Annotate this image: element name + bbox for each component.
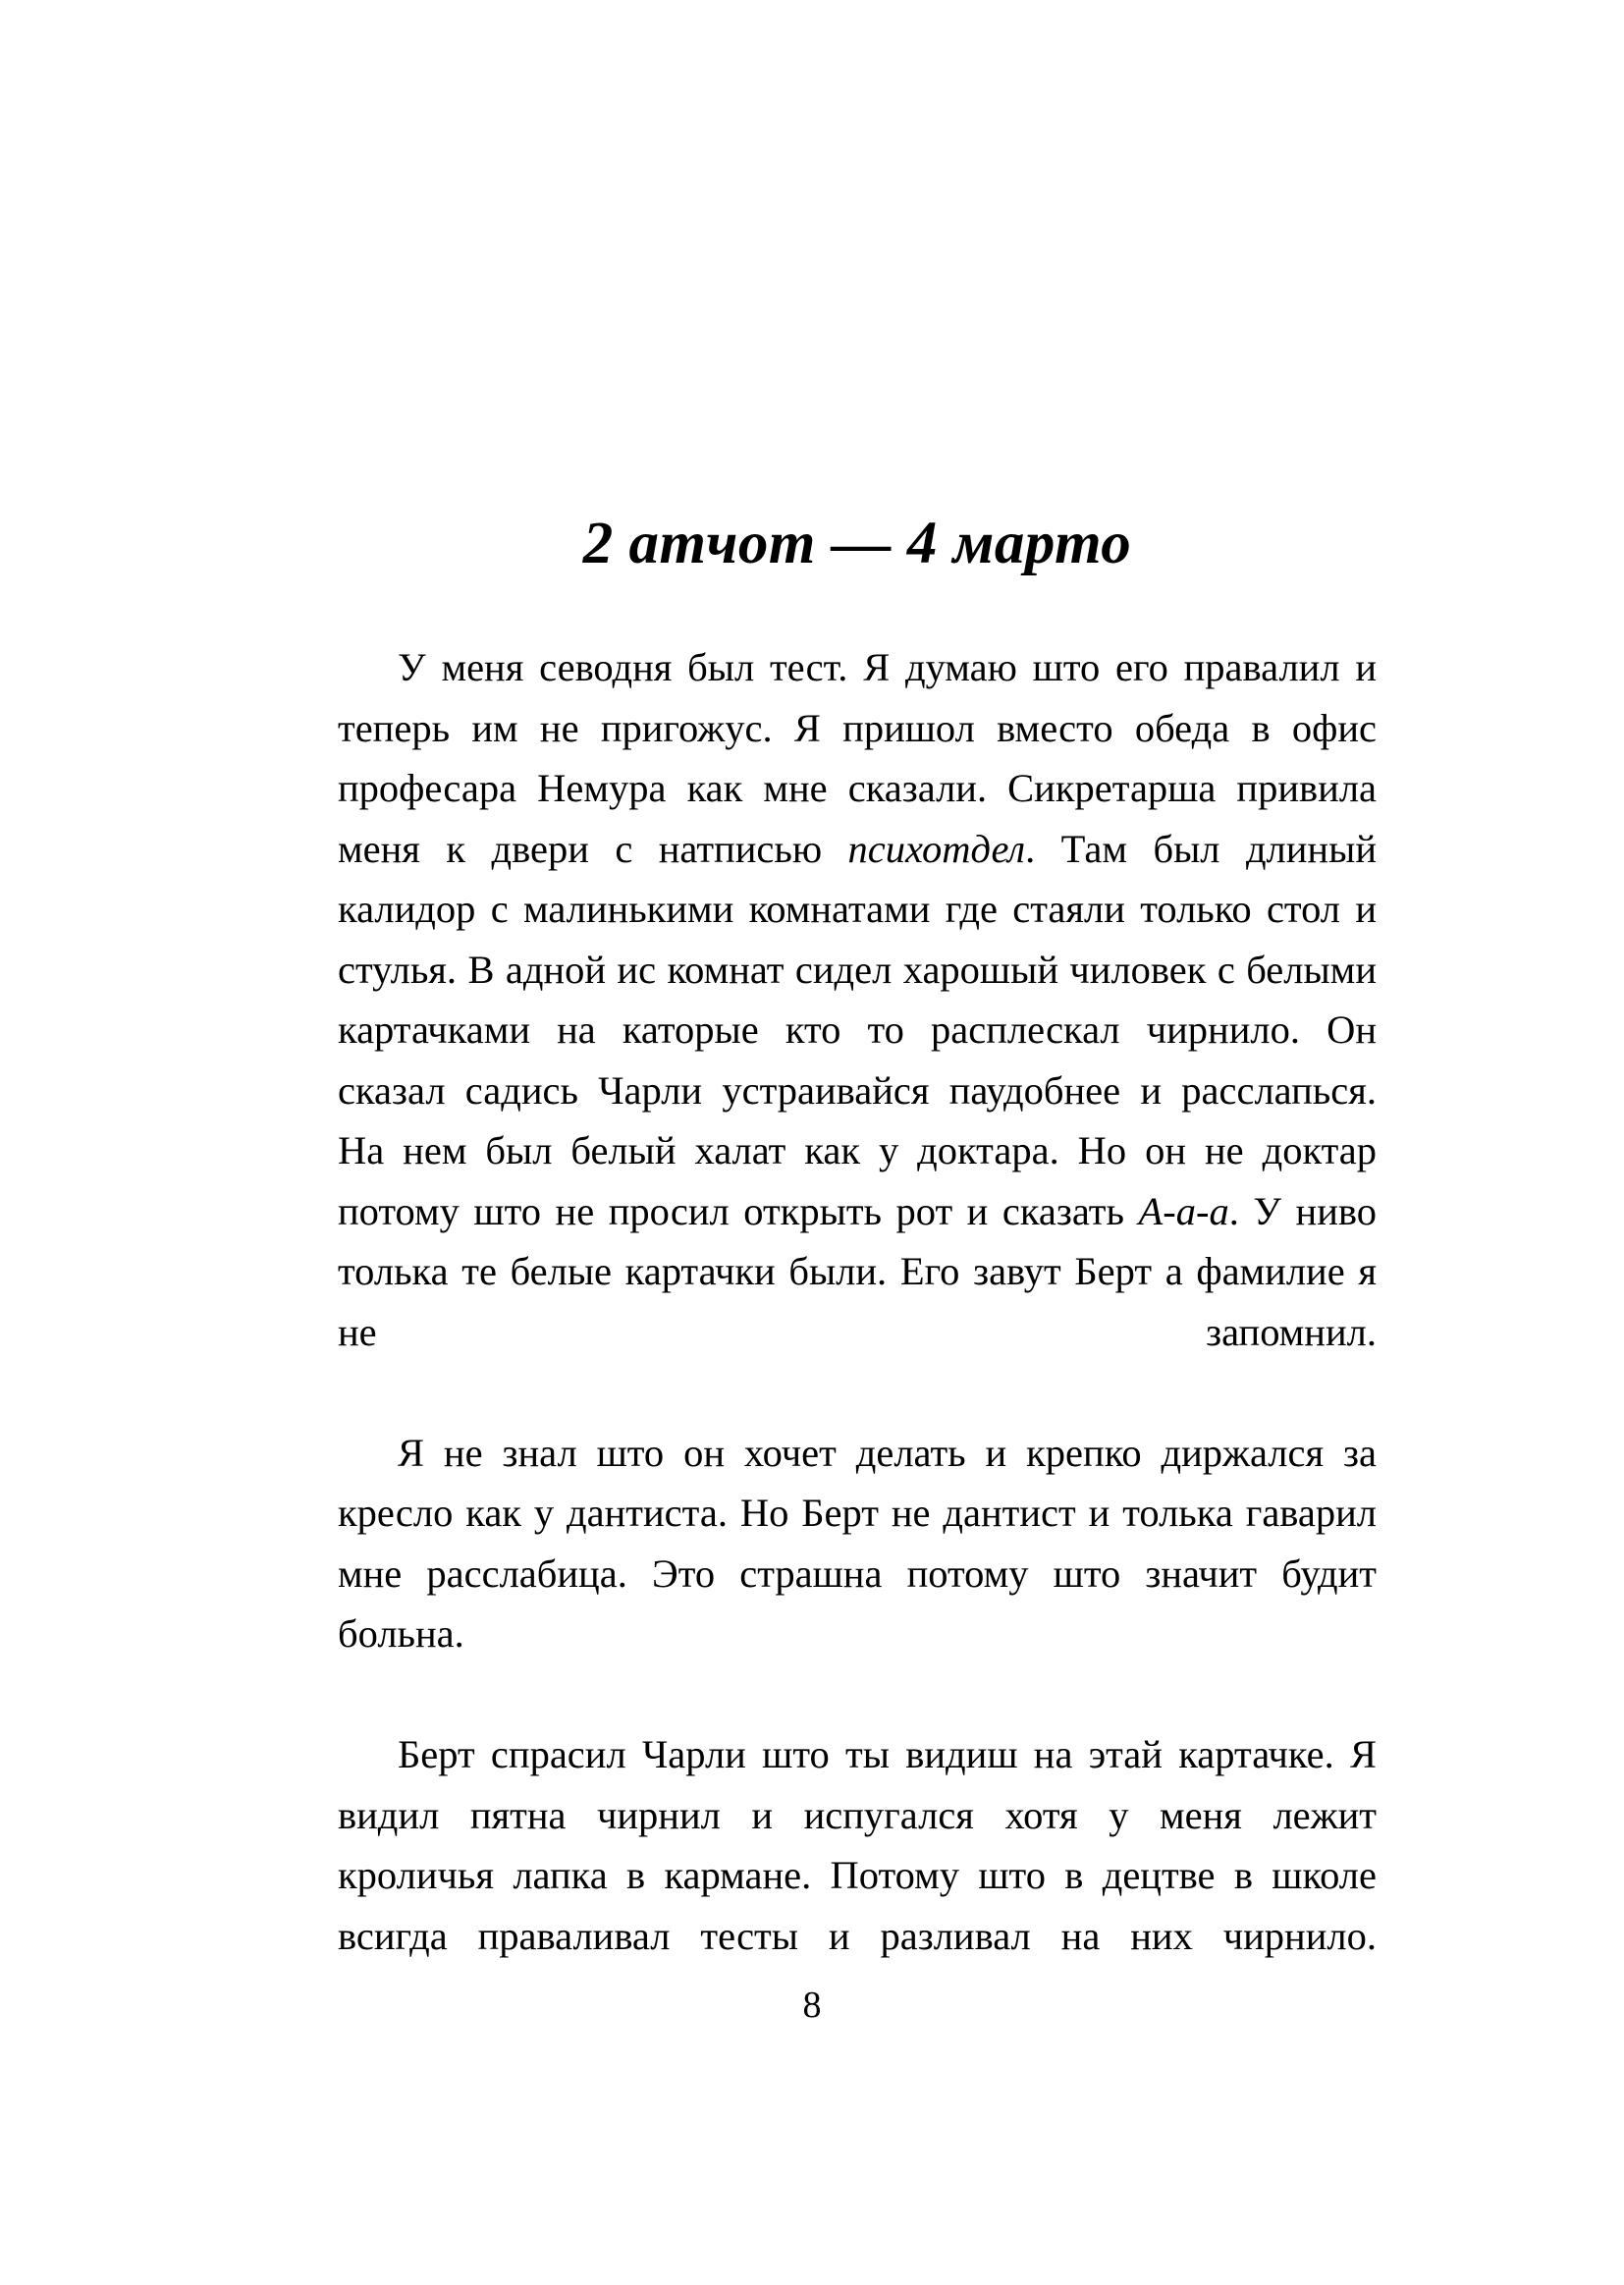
- paragraph-1-italic-3: А-а-а: [1138, 1188, 1229, 1233]
- page-text-block: [338, 511, 1377, 2027]
- paragraph-1-text-2: . Там был длиный калидор с малинькими комнатами где стаяли только стол и стулья. В адной ис комнат сидел харошый чиловек с белыми картачками на каторые кто то расплескал чирнило. Он сказал садись Чарли устраивайся паудобнее и расслапься. На нем был белый халат как у доктара. Но он не доктар потому што не просил открыть рот и сказать: [338, 826, 1377, 1233]
- paragraph-1-text-4: . У ниво толька те белые картачки были. Его завут Берт а фамилие я не запомнил.: [338, 1188, 1377, 1354]
- page-number: 8: [802, 1985, 822, 2026]
- paragraph-3: [338, 1724, 1377, 2027]
- paragraph-1: [338, 637, 1377, 1423]
- paragraph-2: [338, 1423, 1377, 1725]
- chapter-heading: 2 атчот — 4 марто: [582, 511, 1132, 576]
- paragraph-1-italic-1: психотдел: [847, 826, 1026, 871]
- paragraph-2-text-0: Я не знал што он хочет делать и крепко диржался за кресло как у дантиста. Но Берт не дантист и толька гаварил мне расслабица. Это страшна потому што значит будит больна.: [338, 1430, 1377, 1657]
- paragraph-3-text-0: Берт спрасил Чарли што ты видиш на этай картачке. Я видил пятна чирнил и испугался хотя у меня лежит кроличья лапка в кармане. Потому што в децтве в школе всигда праваливал тесты и разливал на них чирнило.: [338, 1732, 1377, 1958]
- paragraph-1-text-0: У меня севодня был тест. Я думаю што его правалил и теперь им не пригожус. Я пришол вместо обеда в офис професара Немура как мне сказали. Сикретарша привила меня к двери с натписью: [338, 645, 1377, 871]
